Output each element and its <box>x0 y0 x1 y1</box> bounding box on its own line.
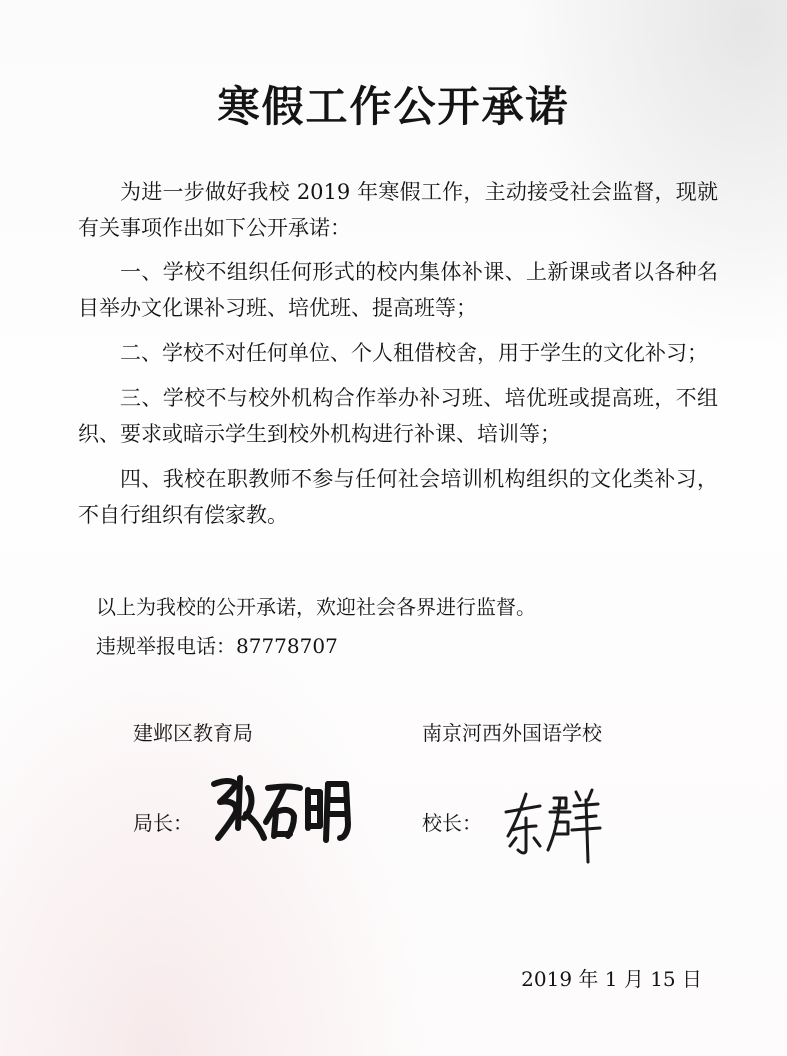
left-organization: 建邺区教育局 <box>133 721 253 745</box>
commitment-item-2: 二、学校不对任何单位、个人租借校舍，用于学生的文化补习； <box>120 341 708 365</box>
left-signature-drawing <box>196 768 366 848</box>
right-organization: 南京河西外国语学校 <box>422 721 602 745</box>
right-role-label: 校长： <box>422 811 482 835</box>
commitment-item-1: 一、学校不组织任何形式的校内集体补课、上新课或者以各种名目举办文化课补习班、培优班、提高班等； <box>78 260 718 320</box>
document-date: 2019 年 1 月 15 日 <box>521 967 702 991</box>
report-hotline: 违规举报电话：87778707 <box>96 634 338 658</box>
right-signature-drawing <box>496 778 616 868</box>
intro-paragraph: 为进一步做好我校 2019 年寒假工作，主动接受社会监督，现就有关事项作出如下公开承诺： <box>78 180 718 240</box>
document-title: 寒假工作公开承诺 <box>217 82 570 131</box>
left-signature <box>196 768 366 848</box>
closing-statement: 以上为我校的公开承诺，欢迎社会各界进行监督。 <box>96 595 536 619</box>
commitment-item-3: 三、学校不与校外机构合作举办补习班、培优班或提高班，不组织、要求或暗示学生到校外机构进行补课、培训等； <box>78 386 718 446</box>
right-signature <box>496 778 616 868</box>
document-body <box>78 174 718 533</box>
left-role-label: 局长： <box>133 811 193 835</box>
commitment-item-4: 四、我校在职教师不参与任何社会培训机构组织的文化类补习，不自行组织有偿家教。 <box>78 467 718 527</box>
